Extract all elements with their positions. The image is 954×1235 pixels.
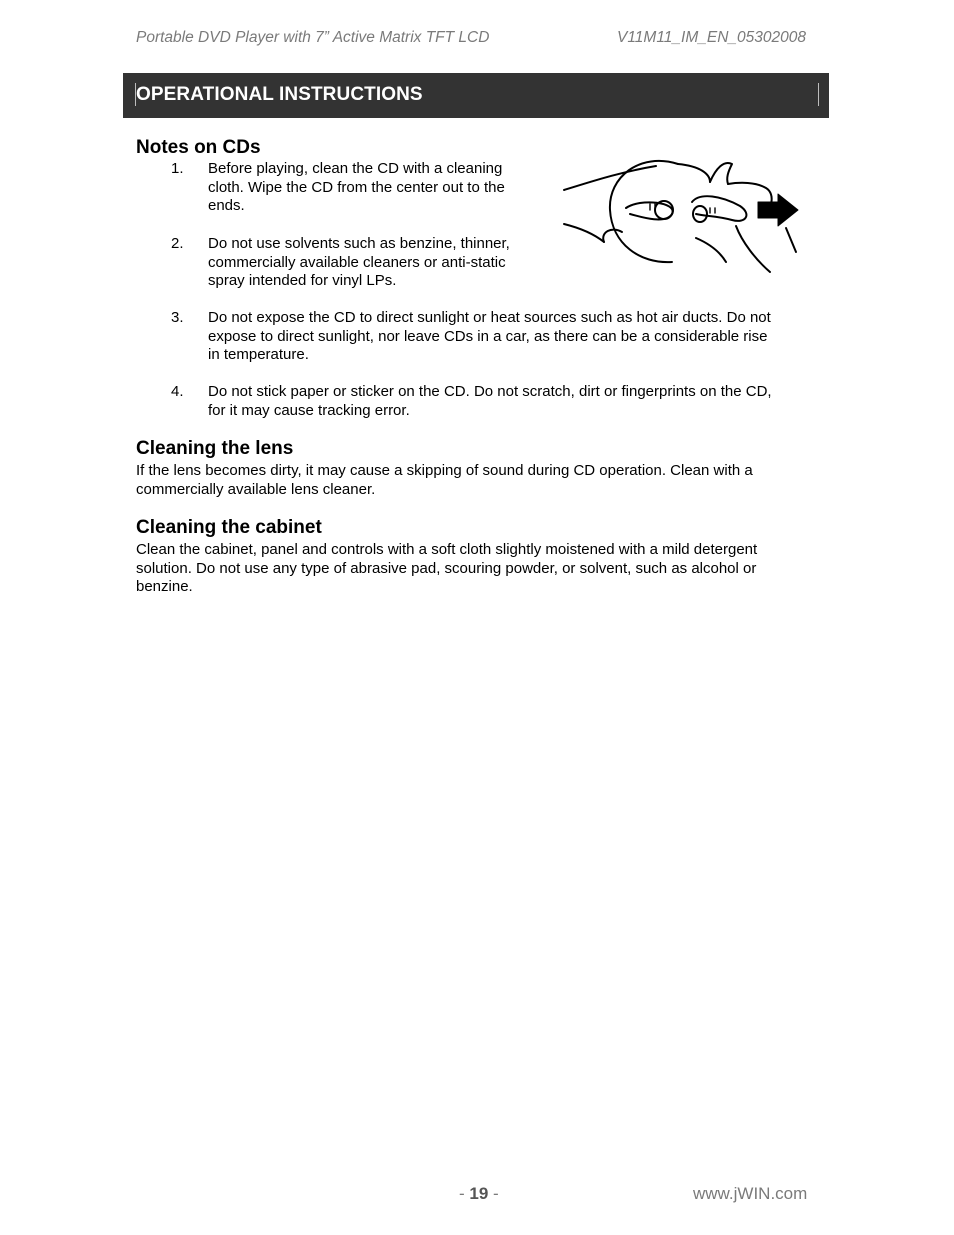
page-number-value: 19 xyxy=(469,1184,489,1203)
text-line: Do not expose the CD to direct sunlight or heat sources such as hot air ducts. Do not xyxy=(208,309,771,326)
notes-heading: Notes on CDs xyxy=(136,137,261,158)
header-document-code: V11M11_IM_EN_05302008 xyxy=(617,29,807,46)
header-document-title: Portable DVD Player with 7” Active Matrix TFT LCD xyxy=(136,29,490,46)
text-line: benzine. xyxy=(136,578,193,596)
list-number: 2. xyxy=(171,235,184,252)
list-text xyxy=(208,383,772,420)
list-text xyxy=(208,235,510,291)
cd-disc-outline xyxy=(610,161,678,262)
list-number: 4. xyxy=(171,383,184,400)
page-suffix: - xyxy=(488,1184,499,1203)
cloth-bottom-fold xyxy=(696,238,726,262)
cd-cleaning-illustration-icon xyxy=(560,152,805,280)
direction-arrow-icon xyxy=(758,194,798,226)
text-line: commercially available cleaners or anti-static xyxy=(208,253,506,271)
text-line: solution. Do not use any type of abrasive pad, scouring powder, or solvent, such as alcohol or xyxy=(136,559,757,577)
right-knuckle-marks xyxy=(710,208,715,213)
text-line: ends. xyxy=(208,197,245,215)
text-line: for it may cause tracking error. xyxy=(208,401,410,419)
text-line: commercially available lens cleaner. xyxy=(136,480,376,498)
lens-paragraph xyxy=(136,462,753,499)
cd-disc-top-edge xyxy=(678,164,710,182)
website-link[interactable]: www.jWIN.com xyxy=(693,1184,808,1203)
cabinet-heading: Cleaning the cabinet xyxy=(136,517,322,538)
left-hand-bottom-contour xyxy=(564,224,604,242)
text-line: spray intended for vinyl LPs. xyxy=(208,272,397,290)
text-line: Clean the cabinet, panel and controls with a soft cloth slightly moistened with a mild detergent xyxy=(136,541,758,558)
text-line: Do not use solvents such as benzine, thinner, xyxy=(208,235,510,252)
text-line: Do not stick paper or sticker on the CD. Do not scratch, dirt or fingerprints on the CD, xyxy=(208,383,772,400)
right-hand-arm-line xyxy=(786,228,796,252)
cabinet-paragraph xyxy=(136,541,757,597)
section-banner xyxy=(123,73,829,118)
left-hand-top-contour xyxy=(564,166,656,190)
list-text xyxy=(208,309,771,365)
page-prefix: - xyxy=(459,1184,470,1203)
right-hand-wrist-line xyxy=(736,226,770,272)
section-title: OPERATIONAL INSTRUCTIONS xyxy=(136,84,423,105)
text-line: expose to direct sunlight, nor leave CDs in a car, as there can be a considerable rise xyxy=(208,327,768,345)
cloth-top-fold xyxy=(710,163,732,184)
text-line: cloth. Wipe the CD from the center out to the xyxy=(208,178,505,196)
page-number xyxy=(459,1184,499,1204)
list-number: 3. xyxy=(171,309,184,326)
text-line: in temperature. xyxy=(208,346,309,364)
right-hand-finger xyxy=(692,196,746,221)
lens-heading: Cleaning the lens xyxy=(136,438,294,459)
text-line: Before playing, clean the CD with a cleaning xyxy=(208,160,503,177)
list-text xyxy=(208,160,505,216)
text-line: If the lens becomes dirty, it may cause a skipping of sound during CD operation. Clean with a xyxy=(136,462,753,479)
list-number: 1. xyxy=(171,160,184,177)
left-hand-thumb xyxy=(603,230,622,242)
